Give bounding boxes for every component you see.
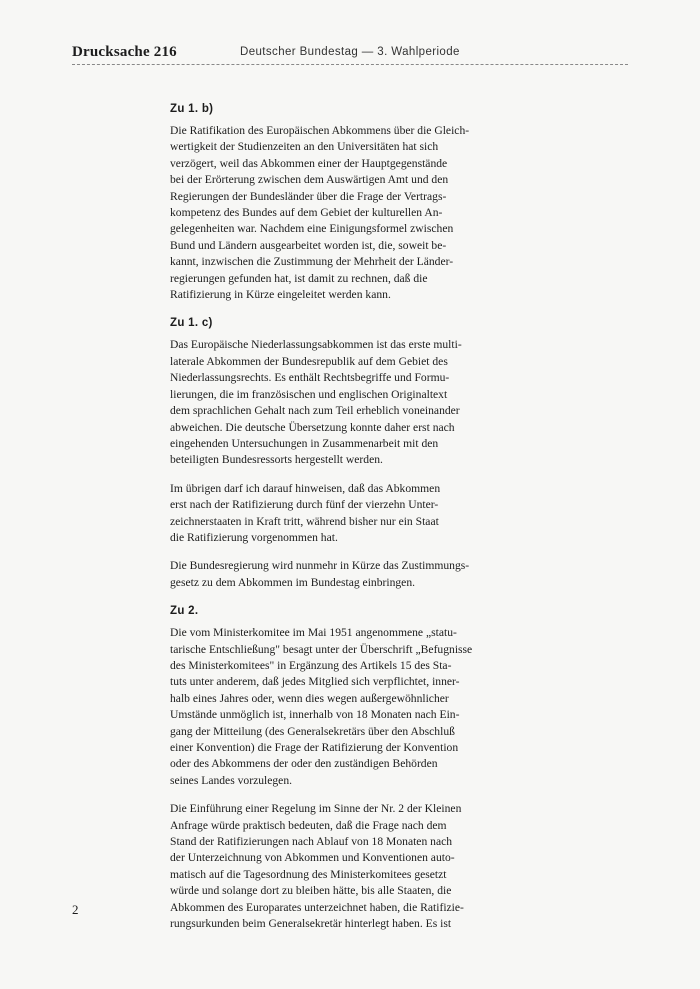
section-heading: Zu 1. b) xyxy=(170,103,214,115)
header-rule xyxy=(72,64,628,65)
paragraph: Die Ratifikation des Europäischen Abkommens über die Gleich- wertigkeit der Studienzeiten an den Universitäten hat sich verzögert, weil das Abkommen einer der Hauptgegenstände bei der Erörterung zwischen dem Auswärtigen Amt und den Regierungen der Bundesländer über die Frage der Vertrags- kompetenz des Bundes auf dem Gebiet der kulturellen An- gelegenheiten war. Nachdem eine Einigungsformel zwischen Bund und Ländern ausgearbeitet worden ist, die, soweit be- kannt, inzwischen die Zustimmung der Mehrheit der Länder- regierungen gefunden hat, ist damit zu rechnen, daß die Ratifizierung in Kürze eingeleitet werden kann. xyxy=(170,124,470,302)
section-heading: Zu 1. c) xyxy=(170,317,213,330)
section-zu-1c xyxy=(170,317,530,591)
header-center-text: Deutscher Bundestag — 3. Wahlperiode xyxy=(240,46,460,58)
section-zu-1b xyxy=(170,103,530,303)
page-header xyxy=(72,44,628,66)
paragraph: Im übrigen darf ich darauf hinweisen, daß das Abkommen erst nach der Ratifizierung durch fünf der vierzehn Unter- zeichnerstaaten in Kraft tritt, während bisher nur ein Staat die Ratifizierung vorgenommen hat. xyxy=(170,481,441,544)
document-body xyxy=(170,103,530,946)
page-number: 2 xyxy=(72,902,79,917)
paragraph: Das Europäische Niederlassungsabkommen ist das erste multi- laterale Abkommen der Bundesrepublik auf dem Gebiet des Niederlassungsrechts. Es enthält Rechtsbegriffe und Formu- lierungen, die im französischen und englischen Originaltext dem sprachlichen Gehalt nach zum Teil erheblich voneinander abweichen. Die deutsche Übersetzung konnte daher erst nach eingehenden Untersuchungen in Zusammenarbeit mit den beteiligten Bundesressorts hergestellt werden. xyxy=(170,338,462,467)
section-heading: Zu 2. xyxy=(170,605,199,618)
paragraph: Die Bundesregierung wird nunmehr in Kürze das Zustimmungs- gesetz zu dem Abkommen im Bundestag einbringen. xyxy=(170,559,470,589)
paragraph: Die vom Ministerkomitee im Mai 1951 angenommene „statu- tarische Entschließung" besagt unter der Überschrift „Befugnisse des Ministerkomitees" in Ergänzung des Artikels 15 des Sta- tuts unter anderem, daß jedes Mitglied sich verpflichtet, inner- halb eines Jahres oder, wenn dies wegen außergewöhnlicher Umstände unmöglich ist, innerhalb von 18 Monaten nach Ein- gang der Mitteilung (des Generalsekretärs über den Abschluß einer Konvention) die Frage der Ratifizierung der Konvention oder des Abkommens der oder den zuständigen Behörden seines Landes vorzulegen. xyxy=(170,626,473,787)
document-label: Drucksache 216 xyxy=(72,44,177,60)
paragraph: Die Einführung einer Regelung im Sinne der Nr. 2 der Kleinen Anfrage würde praktisch bedeuten, daß die Frage nach dem Stand der Ratifizierungen nach Ablauf von 18 Monaten nach der Unterzeichnung von Abkommen und Konventionen auto- matisch auf die Tagesordnung des Ministerkomitees gesetzt würde und solange dort zu bleiben hätte, bis alle Staaten, die Abkommen des Europarates unterzeichnet haben, die Ratifizie- rungsurkunden beim Generalsekretär hinterlegt haben. Es ist xyxy=(170,802,464,931)
section-zu-2 xyxy=(170,605,530,932)
